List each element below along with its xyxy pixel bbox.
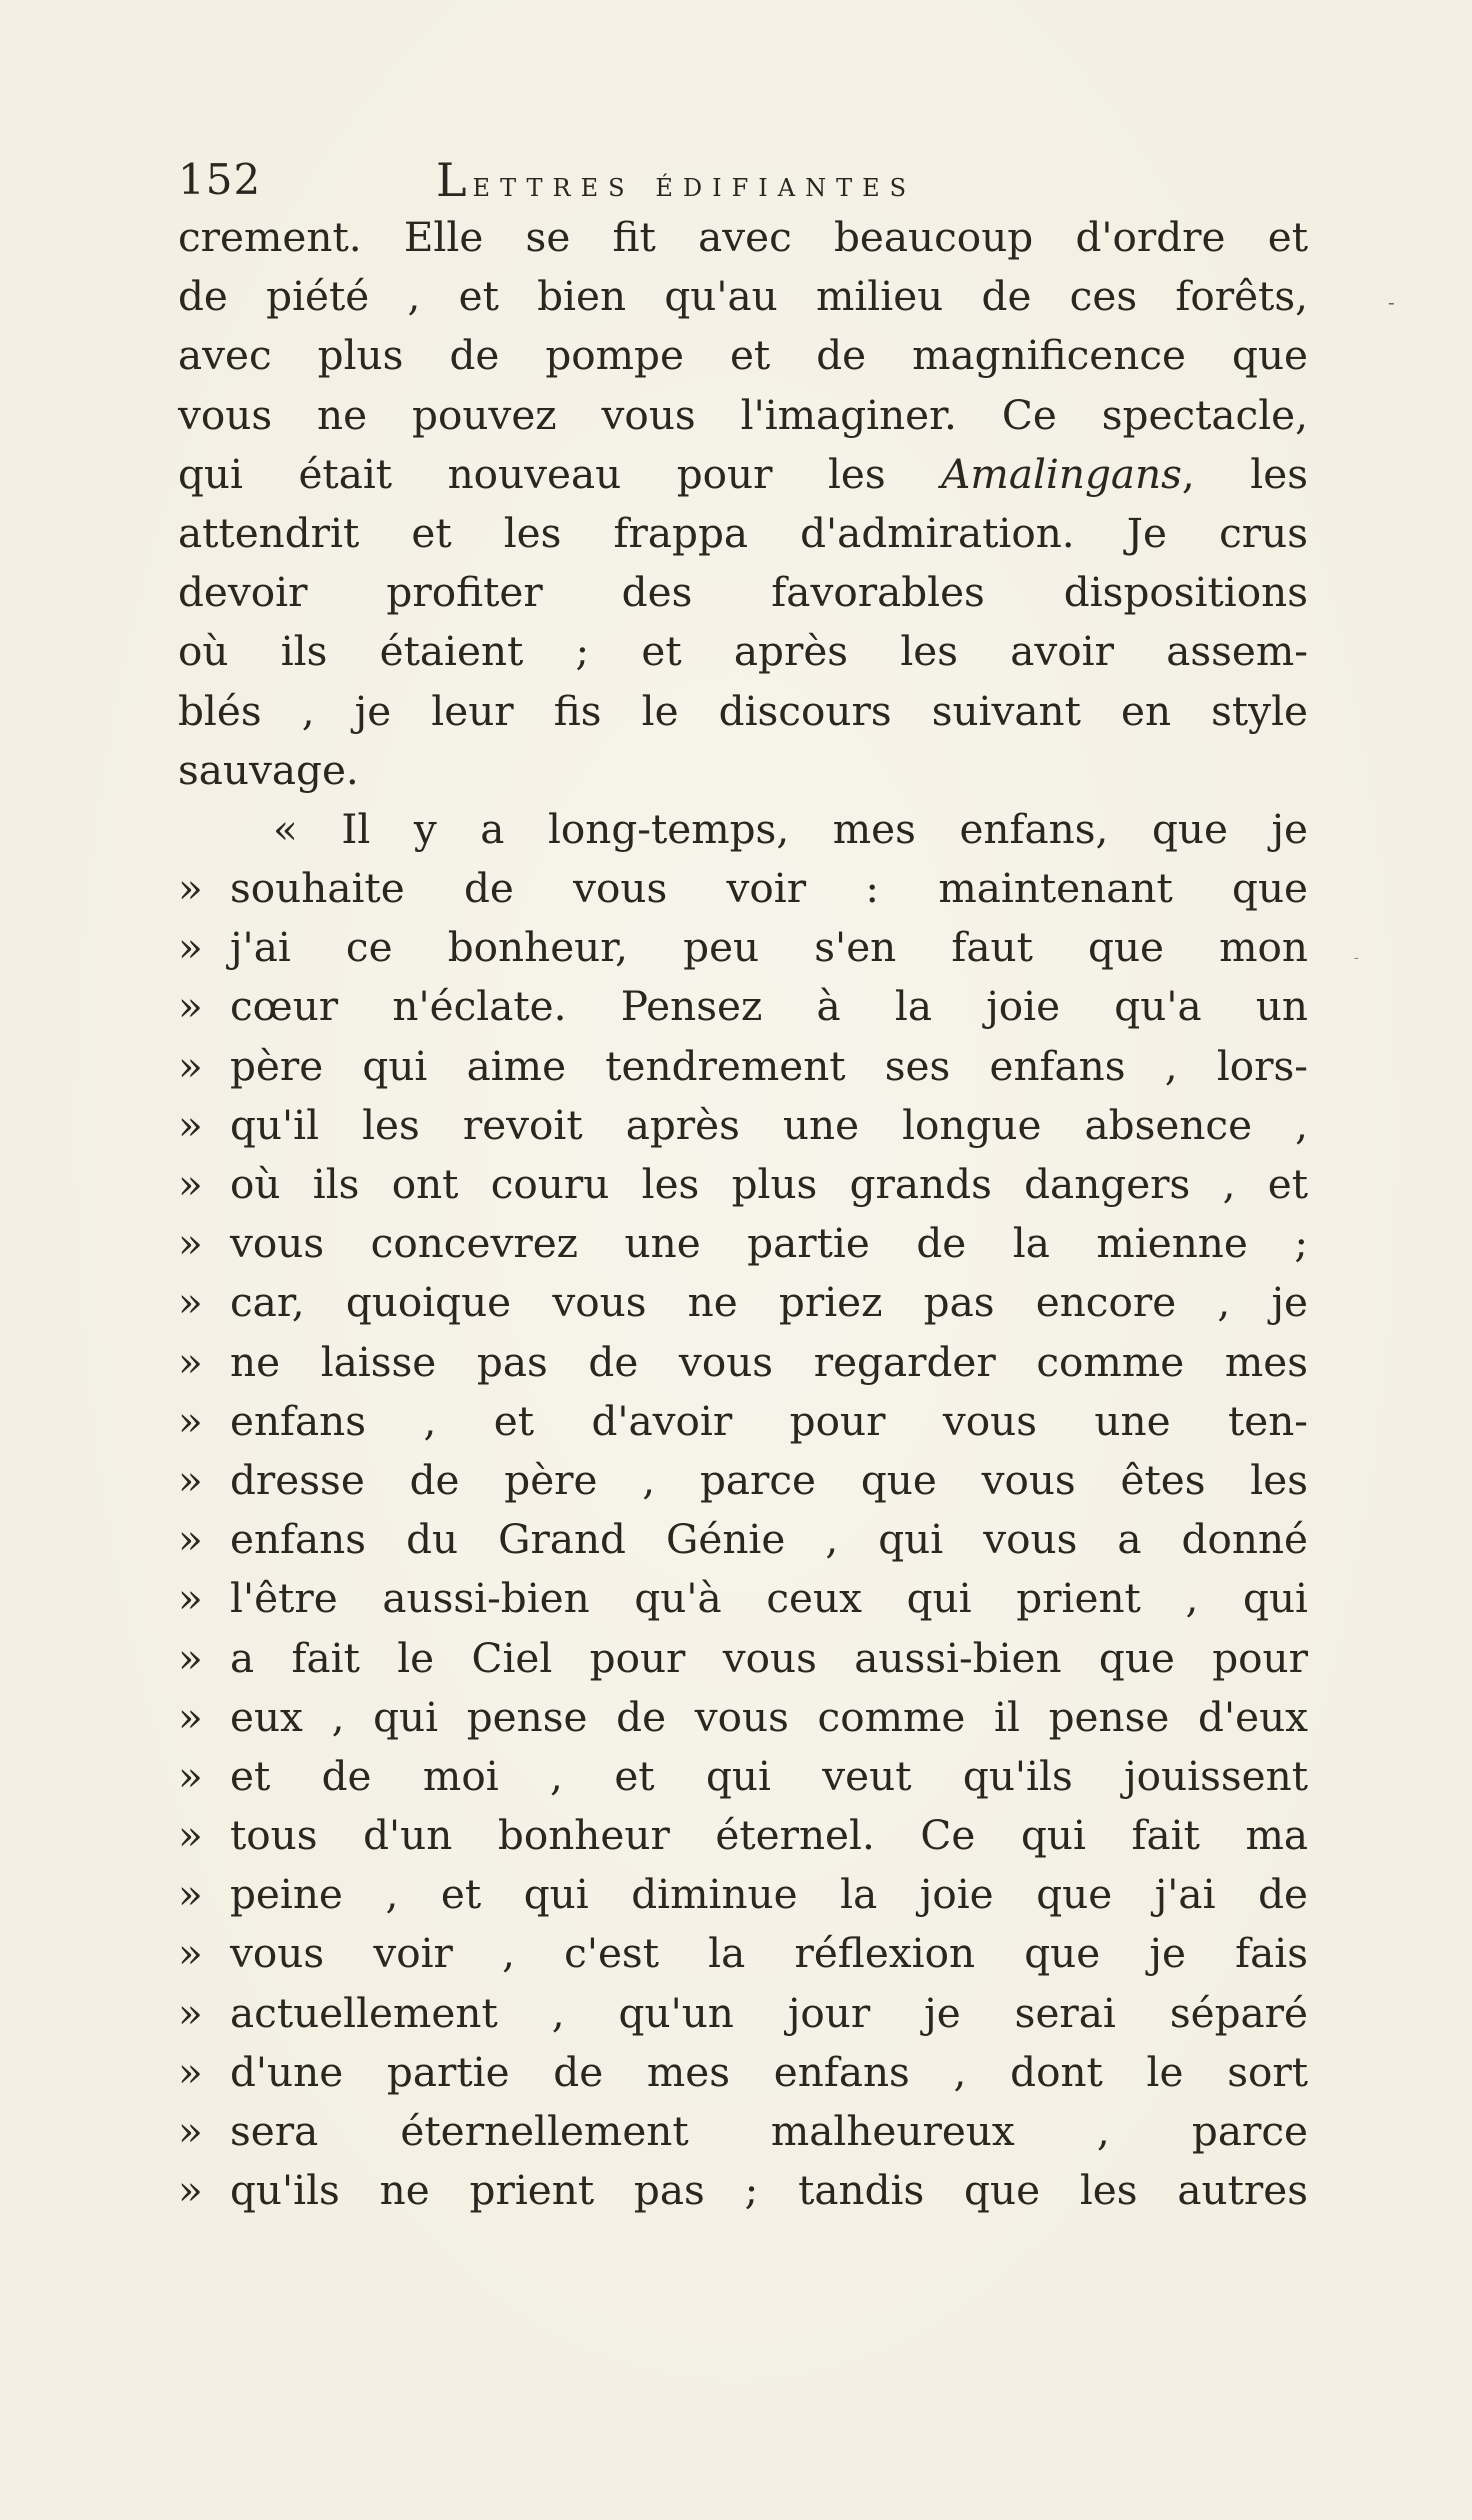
text-line: blés , je leur fis le discours suivant en style: [178, 686, 1308, 735]
quote-opening-line: « Il y a long-temps, mes enfans, que je: [273, 804, 1308, 853]
quote-line-text: ne laisse pas de vous regarder comme mes: [230, 1337, 1308, 1386]
quote-mark: »: [178, 1988, 203, 2037]
text-line: où ils étaient ; et après les avoir assem-: [178, 627, 1308, 676]
quote-line-text: père qui aime tendrement ses enfans , lors-: [230, 1041, 1308, 1090]
text-line: avec plus de pompe et de magnificence que: [178, 331, 1308, 380]
quote-line-text: j'ai ce bonheur, peu s'en faut que mon: [230, 923, 1308, 972]
quote-line-text: cœur n'éclate. Pensez à la joie qu'a un: [230, 982, 1308, 1031]
quote-line: [178, 1451, 1308, 1510]
running-title-rest: ettres édifiantes: [472, 165, 917, 205]
quote-line: [178, 1806, 1308, 1865]
text-line: crement. Elle se fit avec beaucoup d'ordre et: [178, 213, 1308, 261]
page-number: 152: [178, 155, 262, 204]
quote-line-text: qu'il les revoit après une longue absence ,: [230, 1100, 1308, 1149]
quote-mark: »: [178, 2166, 203, 2215]
quote-line: [178, 1569, 1308, 1628]
quote-line: [178, 1924, 1308, 1983]
quote-line-text: l'être aussi-bien qu'à ceux qui prient , qui: [230, 1574, 1308, 1623]
quote-line: [178, 859, 1308, 918]
running-header: [178, 150, 1318, 210]
running-title: [436, 150, 916, 215]
text-line: vous ne pouvez vous l'imaginer. Ce spectacle,: [178, 390, 1308, 439]
text-line: attendrit et les frappa d'admiration. Je crus: [178, 508, 1308, 557]
quote-line-text: sera éternellement malheureux , parce: [230, 2107, 1308, 2155]
tribe-name-italic: Amalingans: [941, 449, 1182, 498]
quote-line: [178, 1984, 1308, 2043]
quote-mark: »: [178, 1396, 203, 1445]
quote-mark: »: [178, 1041, 203, 1090]
quote-line: [178, 1688, 1308, 1747]
quote-mark: »: [178, 1692, 203, 1741]
quote-mark: »: [178, 1100, 203, 1149]
quote-line: [178, 1510, 1308, 1569]
quote-line: [178, 1629, 1308, 1688]
text-line: [178, 445, 1308, 504]
quote-line: [178, 977, 1308, 1036]
quote-mark: »: [178, 1219, 203, 1268]
quote-mark: »: [178, 982, 203, 1031]
quote-line: [178, 1273, 1308, 1332]
quote-line: [178, 1865, 1308, 1924]
quote-line-text: dresse de père , parce que vous êtes les: [230, 1455, 1308, 1504]
quote-mark: »: [178, 864, 203, 913]
quote-mark: »: [178, 1337, 203, 1386]
quote-line-text: d'une partie de mes enfans , dont le sort: [230, 2047, 1308, 2096]
quote-line: [178, 918, 1308, 977]
quote-line: [178, 1155, 1308, 1214]
text-line-tail: , les: [1181, 449, 1308, 498]
quote-mark: »: [178, 2107, 203, 2155]
quote-line-text: souhaite de vous voir : maintenant que: [230, 864, 1308, 913]
quote-mark: »: [178, 1160, 203, 1208]
text-line: sauvage.: [178, 745, 359, 794]
text-line: de piété , et bien qu'au milieu de ces forêts,: [178, 272, 1308, 321]
quote-mark: »: [178, 1515, 203, 1564]
quote-mark: »: [178, 2047, 203, 2096]
text-line-head: qui était nouveau pour les: [178, 449, 942, 498]
margin-mark: -: [1388, 290, 1395, 314]
quote-mark: »: [178, 1455, 203, 1504]
quote-line: [178, 1037, 1308, 1096]
quote-line-text: car, quoique vous ne priez pas encore , je: [230, 1278, 1308, 1327]
quote-line-text: enfans du Grand Génie , qui vous a donné: [230, 1515, 1308, 1564]
margin-mark-2: -: [1354, 950, 1359, 966]
quote-line-text: vous concevrez une partie de la mienne ;: [230, 1219, 1308, 1268]
quote-line-text: actuellement , qu'un jour je serai séparé: [230, 1988, 1308, 2037]
quote-line-text: a fait le Ciel pour vous aussi-bien que pour: [230, 1633, 1308, 1682]
quote-mark: »: [178, 1278, 203, 1327]
quote-line: [178, 2043, 1308, 2102]
running-title-initial: L: [436, 153, 473, 207]
body-text: [178, 208, 1308, 2220]
quote-mark: »: [178, 1574, 203, 1623]
quote-line: [178, 2102, 1308, 2161]
quote-mark: »: [178, 1633, 203, 1682]
quote-line: [178, 2161, 1308, 2220]
quote-mark: »: [178, 1751, 203, 1800]
quote-line: [178, 1392, 1308, 1451]
quote-line-text: enfans , et d'avoir pour vous une ten-: [230, 1396, 1308, 1445]
text-line: devoir profiter des favorables dispositions: [178, 568, 1308, 617]
quote-line: [178, 1747, 1308, 1806]
quote-mark: »: [178, 1929, 203, 1978]
quote-line-text: vous voir , c'est la réflexion que je fais: [230, 1929, 1308, 1978]
quote-mark: »: [178, 1870, 203, 1919]
quote-line: [178, 1214, 1308, 1273]
quote-line-text: eux , qui pense de vous comme il pense d'eux: [230, 1692, 1308, 1741]
quote-line-text: peine , et qui diminue la joie que j'ai de: [230, 1870, 1308, 1919]
quote-line: [178, 1096, 1308, 1155]
quote-line-text: et de moi , et qui veut qu'ils jouissent: [230, 1751, 1308, 1800]
quote-line-text: tous d'un bonheur éternel. Ce qui fait ma: [230, 1811, 1308, 1860]
quote-line: [178, 1333, 1308, 1392]
quote-line-text: qu'ils ne prient pas ; tandis que les autres: [230, 2166, 1308, 2215]
quote-line-text: où ils ont couru les plus grands dangers , et: [230, 1160, 1308, 1208]
quote-mark: »: [178, 1811, 203, 1860]
quote-mark: »: [178, 923, 203, 972]
